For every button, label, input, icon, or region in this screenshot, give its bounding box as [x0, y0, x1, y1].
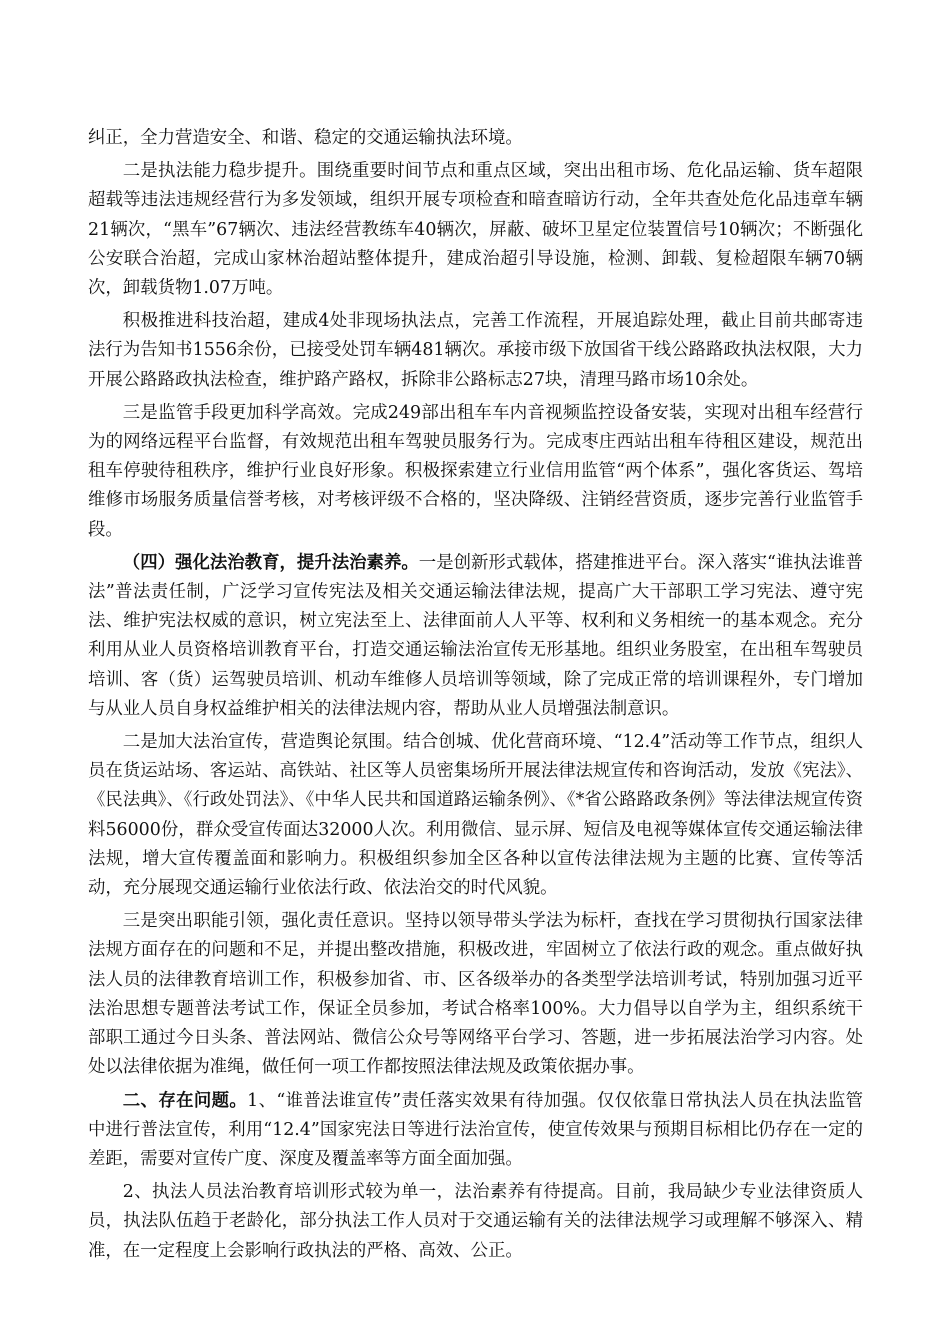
paragraph-text: 纠正，全力营造安全、和谐、稳定的交通运输执法环境。 [88, 128, 523, 148]
paragraph-2 [88, 157, 863, 303]
paragraph-5 [88, 549, 863, 724]
paragraph-text: 三是监管手段更加科学高效。完成249部出租车车内音视频监控设备安装，实现对出租车经营行为的网络远程平台监督，有效规范出租车驾驶员服务行为。完成枣庄西站出租车待租区建设，规范出租车停驶待租秩序，维护行业良好形象。积极探索建立行业信用监管“两个体系”，强化客货运、驾培维修市场服务质量信誉考核，对考核评级不合格的，坚决降级、注销经营资质，逐步完善行业监管手段。 [88, 402, 863, 540]
paragraph-7 [88, 907, 863, 1082]
paragraph-text: 积极推进科技治超，建成4处非现场执法点，完善工作流程，开展追踪处理，截止目前共邮寄违法行为告知书1556余份，已接受处罚车辆481辆次。承接市级下放国省干线公路路政执法权限，大力开展公路路政执法检查，维护路产路权，拆除非公路标志27块，清理马路市场10余处。 [88, 311, 863, 390]
paragraph-9 [88, 1178, 863, 1266]
paragraph-text: 三是突出职能引领，强化责任意识。坚持以领导带头学法为标杆，查找在学习贯彻执行国家法律法规方面存在的问题和不足，并提出整改措施，积极改进，牢固树立了依法行政的观念。重点做好执法人员的法律教育培训工作，积极参加省、市、区各级举办的各类型学法培训考试，特别加强习近平法治思想专题普法考试工作，保证全员参加，考试合格率100%。大力倡导以自学为主，组织系统干部职工通过今日头条、普法网站、微信公众号等网络平台学习、答题，进一步拓展法治学习内容。处处以法律依据为准绳，做任何一项工作都按照法律法规及政策依据办事。 [88, 911, 863, 1078]
paragraph-8 [88, 1087, 863, 1175]
paragraph-text: 二是加大法治宣传，营造舆论氛围。结合创城、优化营商环境、“12.4”活动等工作节点，组织人员在货运站场、客运站、高铁站、社区等人员密集场所开展法律法规宣传和咨询活动，发放《宪法》、《民法典》、《行政处罚法》、《中华人民共和国道路运输条例》、《*省公路路政条例》等法律法规宣传资料56000份，群众受宣传面达32000人次。利用微信、显示屏、短信及电视等媒体宣传交通运输法律法规，增大宣传覆盖面和影响力。积极组织参加全区各种以宣传法律法规为主题的比赛、宣传等活动，充分展现交通运输行业依法行政、依法治交的时代风貌。 [88, 732, 863, 899]
paragraph-text: 1、“谁普法谁宣传”责任落实效果有待加强。仅仅依靠日常执法人员在执法监管中进行普法宣传，利用“12.4”国家宪法日等进行法治宣传，使宣传效果与预期目标相比仍存在一定的差距，需要对宣传广度、深度及覆盖率等方面全面加强。 [88, 1090, 863, 1169]
paragraph-text: 一是创新形式载体，搭建推进平台。深入落实“谁执法谁普法”普法责任制，广泛学习宣传宪法及相关交通运输法律法规，提高广大干部职工学习宪法、遵守宪法、维护宪法权威的意识，树立宪法至上、法律面前人人平等、权利和义务相统一的基本观念。充分利用从业人员资格培训教育平台，打造交通运输法治宣传无形基地。组织业务股室，在出租车驾驶员培训、客（货）运驾驶员培训、机动车维修人员培训等领域，除了完成正常的培训课程外，专门增加与从业人员自身权益维护相关的法律法规内容，帮助从业人员增强法制意识。 [88, 552, 863, 719]
paragraph-text: 2、执法人员法治教育培训形式较为单一，法治素养有待提高。目前，我局缺少专业法律资质人员，执法队伍趋于老龄化，部分执法工作人员对于交通运输有关的法律法规学习或理解不够深入、精准，在一定程度上会影响行政执法的严格、高效、公正。 [88, 1182, 863, 1261]
section-heading: （四）强化法治教育，提升法治素养。 [122, 552, 419, 573]
paragraph-4 [88, 399, 863, 545]
section-heading: 二、存在问题。 [122, 1090, 248, 1111]
document-page [88, 124, 863, 1270]
paragraph-text: 二是执法能力稳步提升。围绕重要时间节点和重点区域，突出出租市场、危化品运输、货车超限超载等违法违规经营行为多发领域，组织开展专项检查和暗查暗访行动，全年共查处危化品违章车辆21辆次，“黑车”67辆次、违法经营教练车40辆次，屏蔽、破坏卫星定位装置信号10辆次；不断强化公安联合治超，完成山家林治超站整体提升，建成治超引导设施，检测、卸载、复检超限车辆70辆次，卸载货物1.07万吨。 [88, 161, 863, 299]
paragraph-1 [88, 124, 863, 153]
paragraph-3 [88, 307, 863, 395]
paragraph-6 [88, 728, 863, 903]
